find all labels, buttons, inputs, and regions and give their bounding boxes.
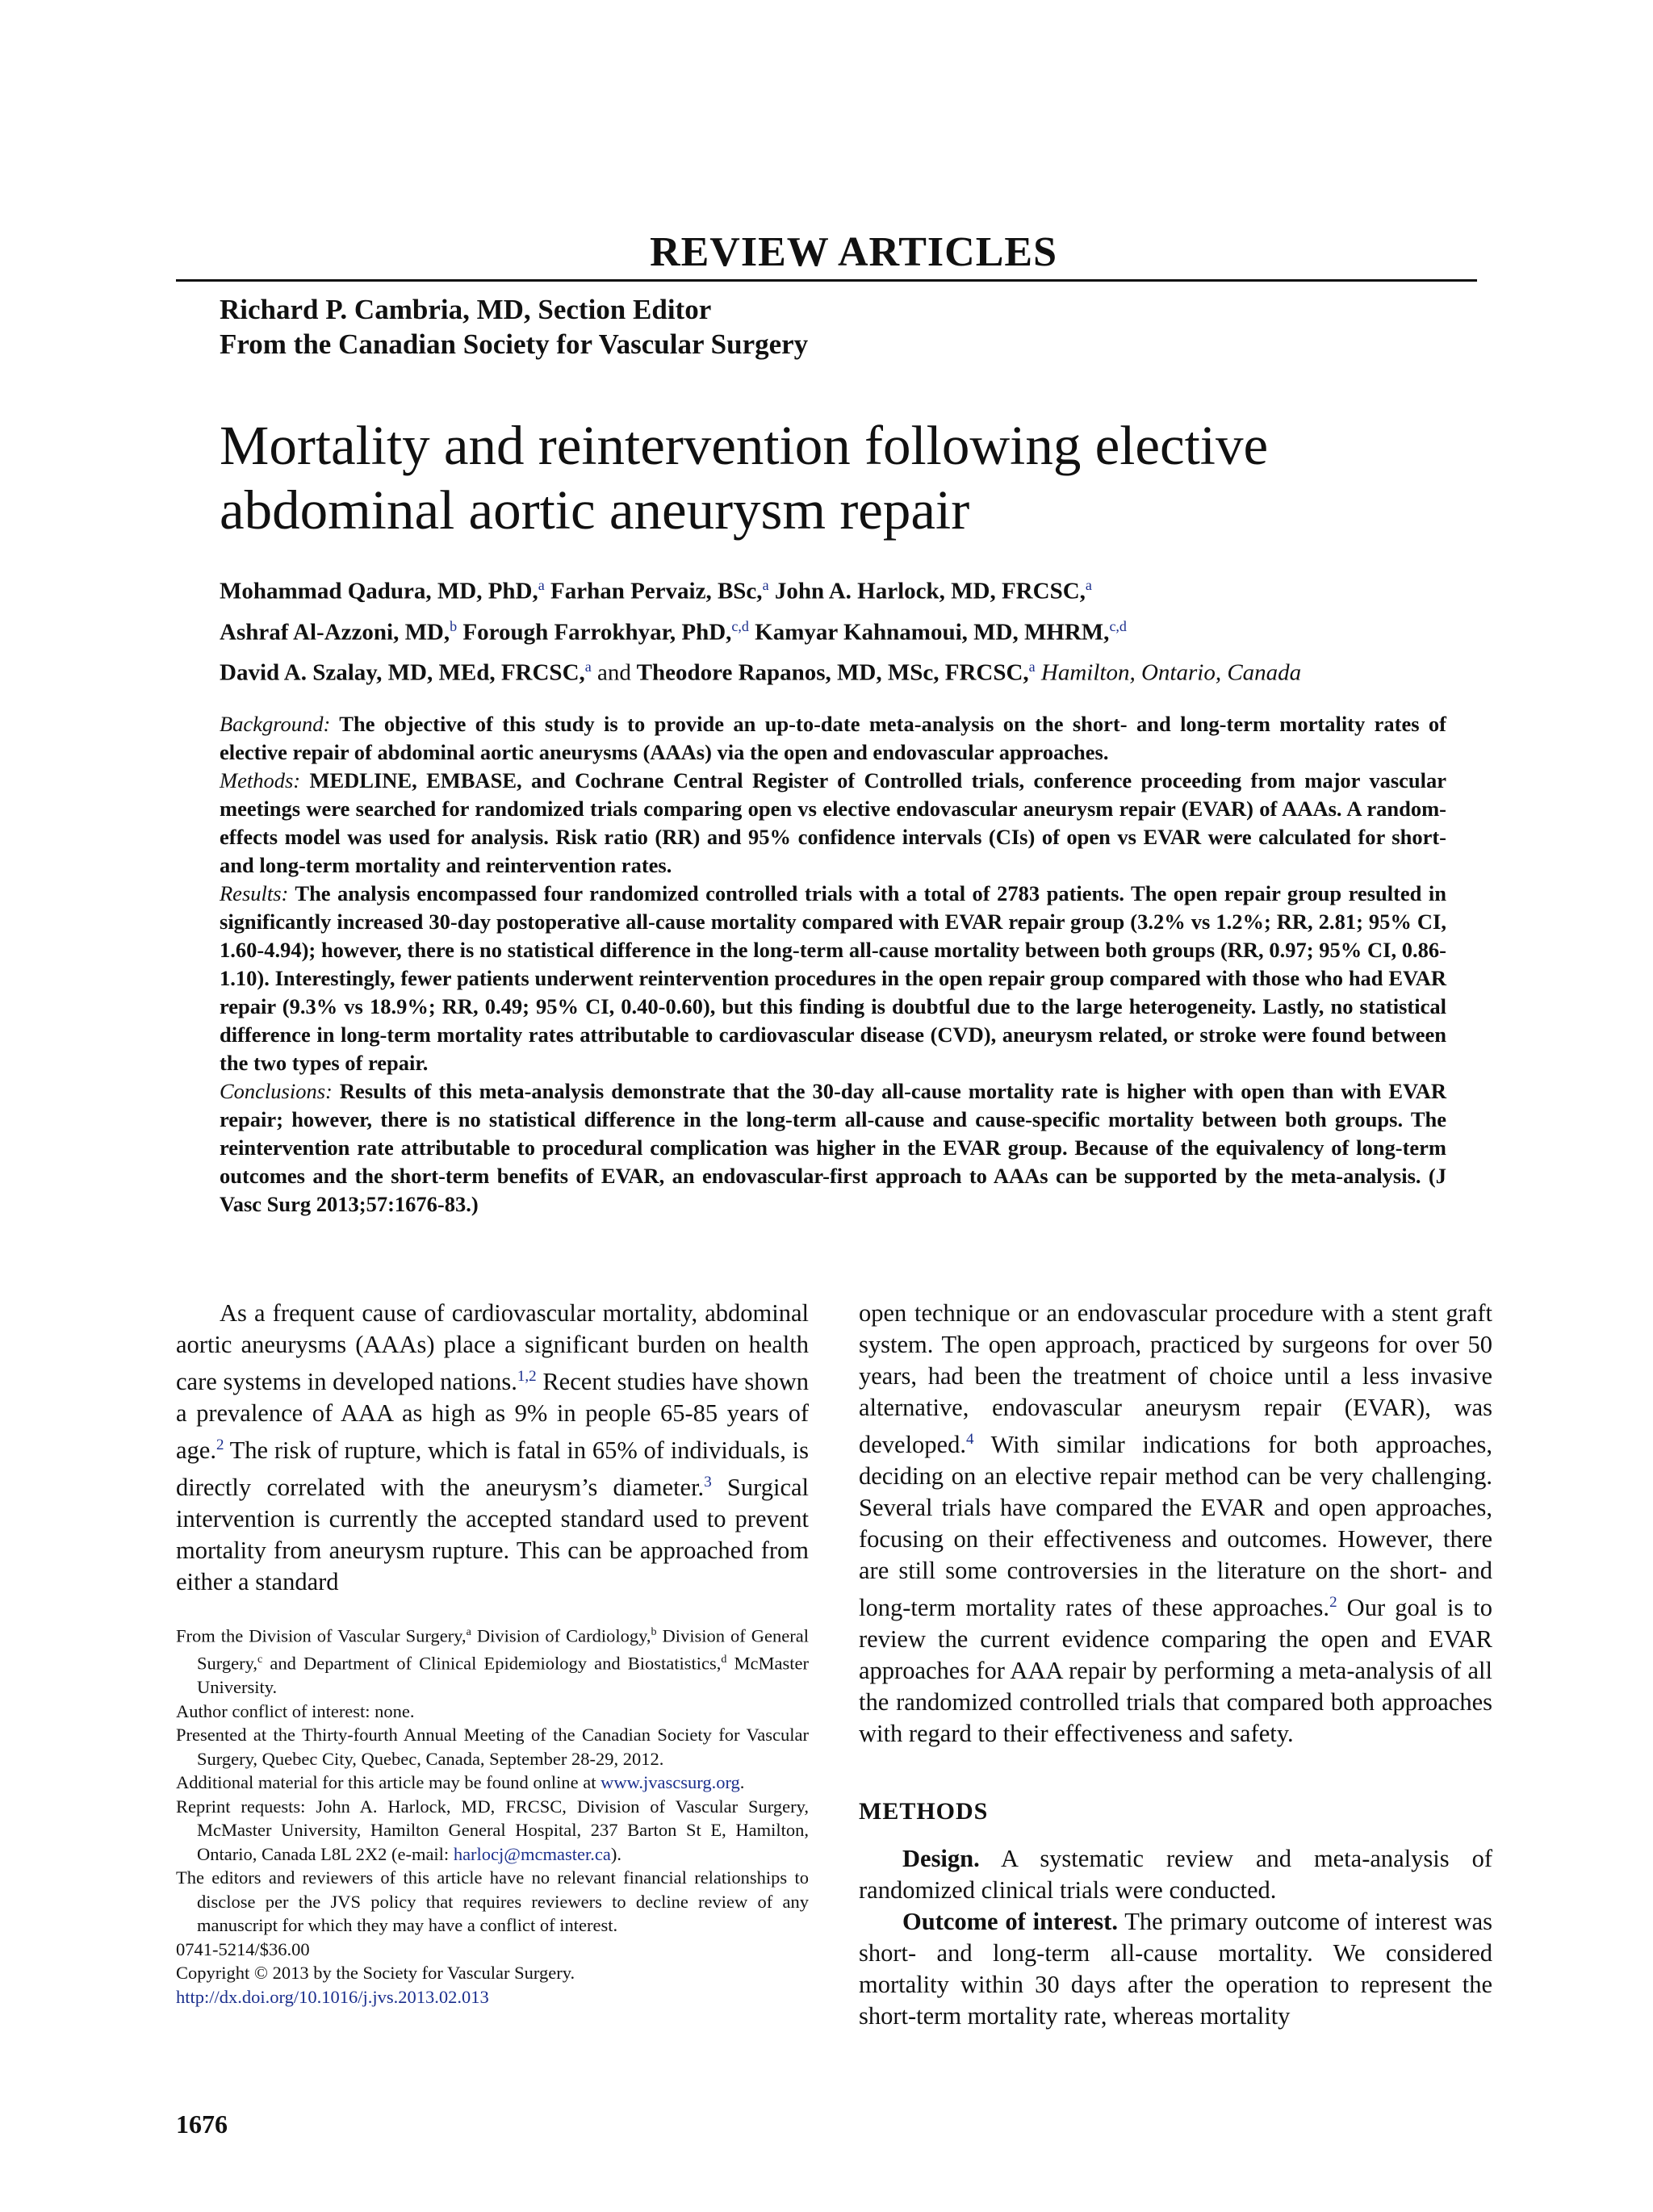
author-name: Kamyar Kahnamoui, MD, MHRM, bbox=[755, 619, 1110, 646]
abstract bbox=[220, 710, 1446, 1219]
body-text: The primary outcome of interest was short- and long-term all-cause mortality. We considered mortality within 30 days after the operation to represent the short-term mortality rate, whereas mortality bbox=[859, 1908, 1492, 2030]
author-line-3 bbox=[220, 650, 1495, 691]
footnote-text: From the Division of Vascular Surgery, bbox=[176, 1625, 467, 1646]
body-text: Surgical intervention is currently the accepted standard used to prevent mortality from aneurysm rupture. This can be approached from either a standard bbox=[176, 1474, 809, 1596]
affiliation-mark: c bbox=[257, 1654, 263, 1666]
author-name: Mohammad Qadura, MD, PhD, bbox=[220, 578, 538, 604]
additional-material-note bbox=[176, 1771, 809, 1795]
abstract-text: MEDLINE, EMBASE, and Cochrane Central Register of Controlled trials, conference proceeding from major vascular meetings were searched for randomized trials comparing open vs elective endovascular aneurysm repair (EVAR) of AAAs. A random-effects model was used for analysis. Risk ratio (RR) and 95% confidence intervals (CIs) of open vs EVAR were calculated for short- and long-term mortality and reintervention rates. bbox=[220, 768, 1447, 877]
author-list bbox=[220, 568, 1495, 691]
affiliation-mark: a bbox=[1028, 659, 1036, 675]
abstract-label: Results: bbox=[220, 881, 289, 905]
footnote-text: ). bbox=[610, 1843, 621, 1864]
section-header bbox=[176, 218, 1477, 282]
section-title: REVIEW ARTICLES bbox=[650, 229, 1057, 275]
body-paragraph bbox=[176, 1298, 809, 1598]
editors-note: The editors and reviewers of this article have no relevant financial relationships to disclose per the JVS policy that requires reviewers to decline review of any manuscript for which they may have a conflict of interest. bbox=[176, 1867, 809, 1935]
section-editor: Richard P. Cambria, MD, Section Editor bbox=[220, 294, 712, 325]
affiliation-mark: b bbox=[651, 1626, 657, 1638]
copyright: Copyright © 2013 by the Society for Vascular Surgery. bbox=[176, 1963, 575, 1983]
body-column-right bbox=[859, 1298, 1492, 1750]
author-name: Theodore Rapanos, MD, MSc, FRCSC, bbox=[636, 659, 1029, 686]
citation-link[interactable]: 3 bbox=[704, 1474, 712, 1491]
author-name: Forough Farrokhyar, PhD, bbox=[462, 619, 732, 646]
citation-link[interactable]: 2 bbox=[1329, 1594, 1337, 1612]
body-text: open technique or an endovascular procedure with a stent graft system. The open approach, practiced by surgeons for over 50 years, had been the treatment of choice until a less invasive alternative, endovascular aneurysm repair (EVAR), was developed. bbox=[859, 1299, 1492, 1459]
footnote-text: Division of General Surgery, bbox=[197, 1625, 809, 1674]
editor-block bbox=[220, 292, 808, 362]
body-text: The risk of rupture, which is fatal in 65% of individuals, is directly correlated with the aneurysm’s diameter. bbox=[176, 1436, 809, 1502]
affiliation-mark: c,d bbox=[1109, 617, 1127, 634]
run-in-heading: Design. bbox=[902, 1845, 980, 1872]
abstract-conclusions bbox=[220, 1077, 1446, 1219]
affiliation-mark: b bbox=[450, 617, 458, 634]
body-text: With similar indications for both approaches, deciding on an elective repair method can be very challenging. Several trials have compared the EVAR and open approaches, focusing on their effectiveness and outcomes. However, there are still some controversies in the literature on the short- and long-term mortality rates of these approaches. bbox=[859, 1431, 1492, 1622]
footnote-text: Additional material for this article may be found online at bbox=[176, 1772, 601, 1792]
footnote-text: Reprint requests: John A. Harlock, MD, FRCSC, Division of Vascular Surgery, McMaster University, Hamilton General Hospital, 237 Barton St E, Hamilton, Ontario, Canada L8L 2X2 (e-mail: bbox=[176, 1796, 809, 1864]
citation-link[interactable]: 2 bbox=[216, 1436, 224, 1454]
affiliation-mark: a bbox=[538, 577, 545, 593]
body-column-left bbox=[176, 1298, 809, 1598]
abstract-label: Conclusions: bbox=[220, 1079, 333, 1103]
body-text: A systematic review and meta-analysis of randomized clinical trials were conducted. bbox=[859, 1845, 1492, 1904]
title-line-2: abdominal aortic aneurysm repair bbox=[220, 479, 970, 541]
footnotes bbox=[176, 1620, 809, 2009]
issn: 0741-5214/$36.00 bbox=[176, 1938, 310, 1959]
footnote-text: and Department of Clinical Epidemiology and Biostatistics, bbox=[262, 1653, 722, 1674]
abstract-text: Results of this meta-analysis demonstrate that the 30-day all-cause mortality rate is higher with open than with EVAR repair; however, there is no statistical difference in the long-term all-cause and cause-specific mortality between both groups. The reintervention rate attributable to procedural complication was higher in the EVAR group. Because of the equivalency of long-term outcomes and the short-term benefits of EVAR, an endovascular-first approach to AAAs can be supported by the meta-analysis. (J Vasc Surg 2013;57:1676-83.) bbox=[220, 1079, 1446, 1216]
citation-link[interactable]: 1,2 bbox=[517, 1368, 537, 1385]
abstract-label: Background: bbox=[220, 712, 331, 736]
email-link[interactable]: harlocj@mcmaster.ca bbox=[453, 1843, 611, 1864]
abstract-methods bbox=[220, 767, 1446, 880]
affiliation-mark: a bbox=[584, 659, 592, 675]
citation-link[interactable]: 4 bbox=[965, 1431, 974, 1448]
society-line: From the Canadian Society for Vascular Surgery bbox=[220, 328, 809, 360]
journal-website-link[interactable]: www.jvascsurg.org bbox=[601, 1772, 740, 1792]
author-name: David A. Szalay, MD, MEd, FRCSC, bbox=[220, 659, 585, 686]
affiliation-mark: a bbox=[466, 1626, 471, 1638]
author-line-1 bbox=[220, 568, 1495, 609]
affiliation-mark: a bbox=[762, 577, 769, 593]
methods-body bbox=[859, 1843, 1492, 2032]
author-location: Hamilton, Ontario, Canada bbox=[1040, 659, 1302, 686]
methods-heading: METHODS bbox=[859, 1798, 989, 1825]
affiliation-mark: d bbox=[721, 1654, 727, 1666]
doi-link[interactable]: http://dx.doi.org/10.1016/j.jvs.2013.02.013 bbox=[176, 1986, 489, 2007]
footnote-text: McMaster University. bbox=[197, 1653, 809, 1697]
title-line-1: Mortality and reintervention following elective bbox=[220, 415, 1269, 476]
abstract-results bbox=[220, 880, 1446, 1077]
footnote-text: Division of Cardiology, bbox=[471, 1625, 651, 1646]
affiliations-note bbox=[176, 1620, 809, 1700]
author-line-2 bbox=[220, 609, 1495, 650]
abstract-text: The objective of this study is to provide an up-to-date meta-analysis on the short- and long-term mortality rates of elective repair of abdominal aortic aneurysms (AAAs) via the open and endovascular approaches. bbox=[220, 712, 1446, 764]
reprint-note bbox=[176, 1795, 809, 1867]
abstract-label: Methods: bbox=[220, 768, 301, 792]
body-text: Our goal is to review the current evidence comparing the open and EVAR approaches for AAA repair by performing a meta-analysis of all the randomized controlled trials that compared both approaches with regard to their effectiveness and safety. bbox=[859, 1594, 1492, 1748]
page-number: 1676 bbox=[176, 2110, 228, 2139]
presented-note: Presented at the Thirty-fourth Annual Meeting of the Canadian Society for Vascular Surgery, Quebec City, Quebec, Canada, September 28-29, 2012. bbox=[176, 1725, 809, 1769]
body-paragraph bbox=[859, 1298, 1492, 1750]
body-text: Recent studies have shown a prevalence of AAA as high as 9% in people 65-85 years of age. bbox=[176, 1368, 809, 1465]
footnote-text: . bbox=[739, 1772, 745, 1792]
author-name: Farhan Pervaiz, BSc, bbox=[550, 578, 763, 604]
and-word: and bbox=[597, 659, 631, 686]
abstract-text: The analysis encompassed four randomized controlled trials with a total of 2783 patients. The open repair group resulted in significantly increased 30-day postoperative all-cause mortality compared with EVAR repair group (3.2% vs 1.2%; RR, 2.81; 95% CI, 1.60-4.94); however, there is no statistical difference in the long-term all-cause mortality between both groups (RR, 0.97; 95% CI, 0.86-1.10). Interestingly, fewer patients underwent reintervention procedures in the open repair group compared with those who had EVAR repair (9.3% vs 18.9%; RR, 0.49; 95% CI, 0.40-0.60), but this finding is doubtful due to the large heterogeneity. Lastly, no statistical difference in long-term mortality rates attributable to cardiovascular disease (CVD), aneurysm related, or stroke were found between the two types of repair. bbox=[220, 881, 1446, 1075]
design-paragraph bbox=[859, 1843, 1492, 1906]
body-text: As a frequent cause of cardiovascular mortality, abdominal aortic aneurysms (AAAs) place a significant burden on health care systems in developed nations. bbox=[176, 1299, 809, 1396]
abstract-background bbox=[220, 710, 1446, 767]
article-title bbox=[220, 413, 1479, 542]
author-name: John A. Harlock, MD, FRCSC, bbox=[774, 578, 1086, 604]
affiliation-mark: c,d bbox=[731, 617, 749, 634]
author-name: Ashraf Al-Azzoni, MD, bbox=[220, 619, 450, 646]
affiliation-mark: a bbox=[1085, 577, 1092, 593]
outcome-paragraph bbox=[859, 1906, 1492, 2032]
conflict-note: Author conflict of interest: none. bbox=[176, 1700, 415, 1721]
run-in-heading: Outcome of interest. bbox=[902, 1908, 1118, 1935]
